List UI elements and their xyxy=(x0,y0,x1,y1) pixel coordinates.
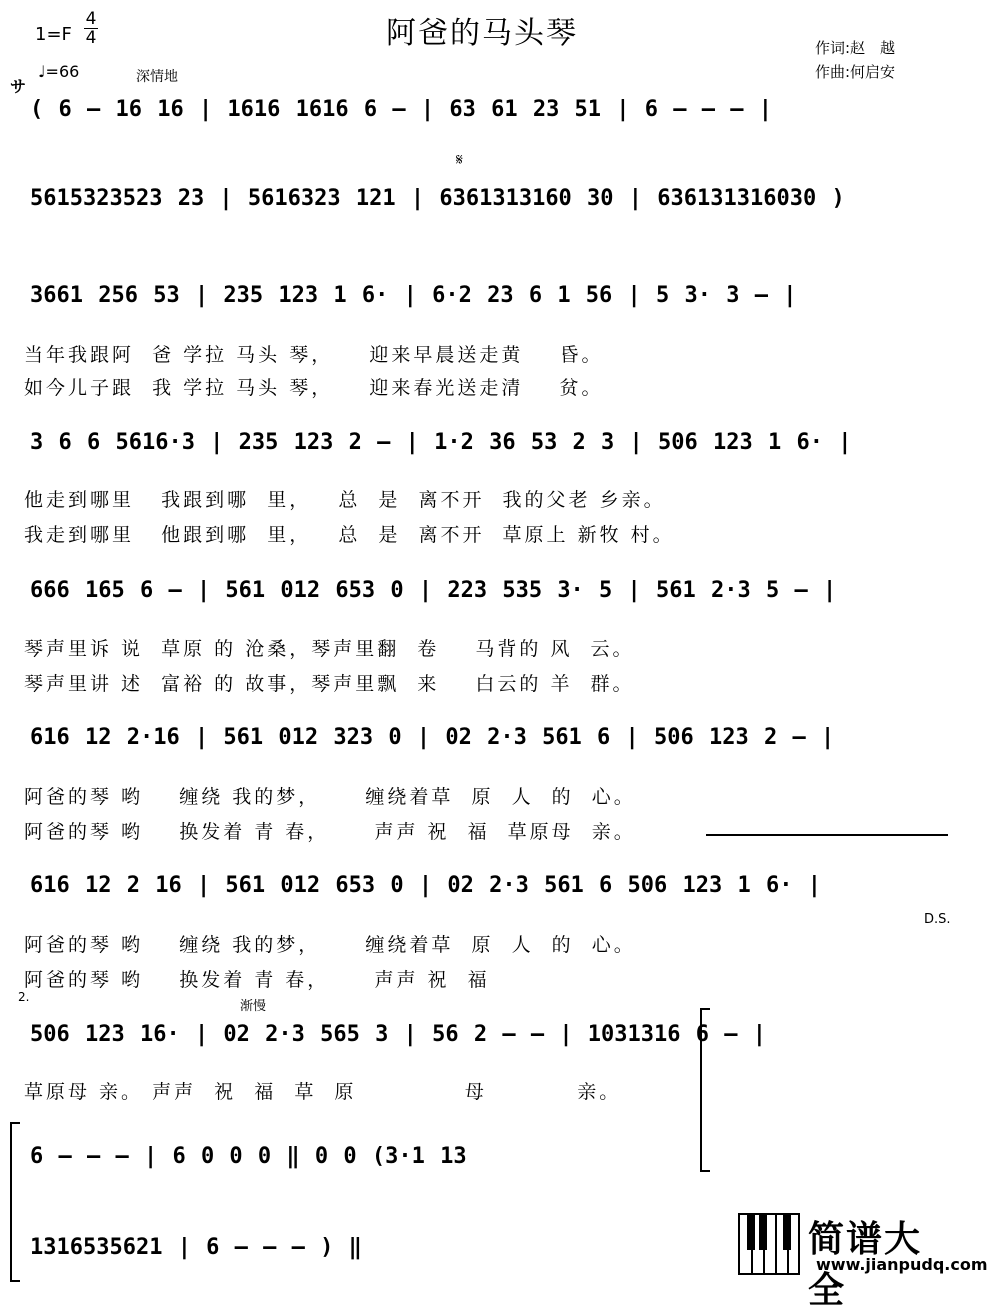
system-bracket-left xyxy=(10,1122,20,1282)
credits xyxy=(815,36,895,84)
notation-line-9: 6 – – – | 6 0 0 0 ‖ 0 0 (3·1 13 xyxy=(30,1144,467,1169)
lyrics-line-4-verse-1: 他走到哪里 我跟到哪 里， 总 是 离不开 我的父老 乡亲。 xyxy=(24,489,666,511)
time-signature-top: 4 xyxy=(85,9,97,29)
piano-keys-icon xyxy=(738,1213,800,1275)
ritardando-marking: 渐慢 xyxy=(240,999,267,1014)
lyricist: 作词:赵 越 xyxy=(815,39,896,57)
segno-icon: 𝄋 xyxy=(456,150,463,169)
lyrics-line-6-verse-2: 阿爸的琴 哟 换发着 青 春， 声声 祝 福 草原母 亲。 xyxy=(24,821,636,843)
song-title: 阿爸的马头琴 xyxy=(386,16,578,51)
lyrics-line-3-verse-2: 如今儿子跟 我 学拉 马头 琴， 迎来春光送走清 贫。 xyxy=(24,377,604,399)
logo-url: www.jianpudq.com xyxy=(816,1255,988,1274)
time-signature xyxy=(84,10,98,47)
notation-line-10: 1316535621 | 6 – – – ) ‖ xyxy=(30,1235,362,1260)
da-segno-marking: D.S. xyxy=(924,912,951,927)
lyrics-line-7-verse-2: 阿爸的琴 哟 换发着 青 春， 声声 祝 福 xyxy=(24,969,490,991)
site-logo xyxy=(738,1213,988,1311)
key-signature: 1=F xyxy=(35,24,72,45)
notation-line-2: 5615323523 23 | 5616323 121 | 6361313160 30 | 636131316030 ) xyxy=(30,186,845,211)
lyrics-line-4-verse-2: 我走到哪里 他跟到哪 里， 总 是 离不开 草原上 新牧 村。 xyxy=(24,524,675,546)
quarter-note-icon: ♩ xyxy=(38,62,46,81)
composer: 作曲:何启安 xyxy=(815,63,896,81)
sa-mark: サ xyxy=(10,77,27,96)
lyrics-line-5-verse-2: 琴声里讲 述 富裕 的 故事，琴声里飘 来 白云的 羊 群。 xyxy=(24,673,635,695)
volta-number: 2. xyxy=(18,990,30,1004)
tempo-marking xyxy=(38,62,79,81)
notation-line-5: 666 165 6 – | 561 012 653 0 | 223 535 3· 5 | 561 2·3 5 – | xyxy=(30,578,837,603)
notation-line-4: 3 6 6 5616·3 | 235 123 2 – | 1·2 36 53 2 3 | 506 123 1 6· | xyxy=(30,430,852,455)
time-signature-bottom: 4 xyxy=(85,28,97,48)
tempo-value: =66 xyxy=(45,62,80,81)
lyrics-line-8: 草原母 亲。 声声 祝 福 草 原 母 亲。 xyxy=(24,1081,622,1103)
volta-bracket xyxy=(706,834,948,836)
lyrics-line-6-verse-1: 阿爸的琴 哟 缠绕 我的梦， 缠绕着草 原 人 的 心。 xyxy=(24,786,636,808)
notation-line-3: 3661 256 53 | 235 123 1 6· | 6·2 23 6 1 56 | 5 3· 3 – | xyxy=(30,283,797,308)
notation-line-8: 506 123 16· | 02 2·3 565 3 | 56 2 – – | 1031316 6 – | xyxy=(30,1022,766,1047)
lyrics-line-5-verse-1: 琴声里诉 说 草原 的 沧桑，琴声里翻 卷 马背的 风 云。 xyxy=(24,638,635,660)
notation-line-7: 616 12 2 16 | 561 012 653 0 | 02 2·3 561 6 506 123 1 6· | xyxy=(30,873,821,898)
expression-marking: 深情地 xyxy=(136,69,178,85)
notation-line-6: 616 12 2·16 | 561 012 323 0 | 02 2·3 561 6 | 506 123 2 – | xyxy=(30,725,835,750)
notation-line-1: ( 6 – 16 16 | 1616 1616 6 – | 63 61 23 51 | 6 – – – | xyxy=(30,97,772,122)
logo-name: 简谱大全 xyxy=(808,1219,923,1311)
lyrics-line-7-verse-1: 阿爸的琴 哟 缠绕 我的梦， 缠绕着草 原 人 的 心。 xyxy=(24,934,636,956)
lyrics-line-3-verse-1: 当年我跟阿 爸 学拉 马头 琴， 迎来早晨送走黄 昏。 xyxy=(24,344,604,366)
